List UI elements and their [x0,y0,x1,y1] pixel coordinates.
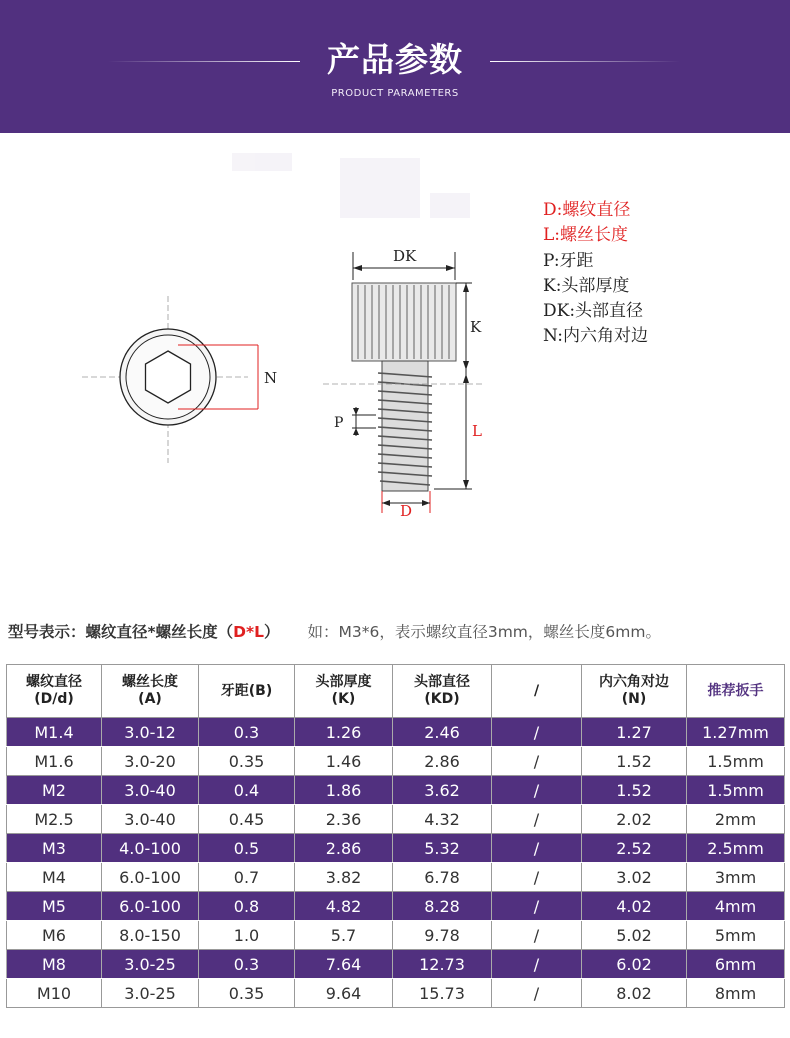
cell-thread-diameter: M2 [7,776,102,805]
cell-slash: / [492,950,582,979]
cell-thread-diameter: M2.5 [7,805,102,834]
table-header-row [7,665,785,718]
watermark [232,153,470,218]
cell-wrench: 1.27mm [687,718,785,747]
screw-side-view [323,247,482,520]
cell-wrench: 1.5mm [687,776,785,805]
cell-pitch: 0.45 [199,805,295,834]
cell-slash: / [492,776,582,805]
cell-wrench: 8mm [687,979,785,1008]
cell-slash: / [492,747,582,776]
cell-wrench: 4mm [687,892,785,921]
table-row [7,892,785,921]
model-notation-label: 型号表示：螺纹直径*螺丝长度（ [8,623,234,641]
header-hex-socket: 内六角对边 (N) [582,665,687,718]
cell-wrench: 3mm [687,863,785,892]
cell-screw-length: 3.0-40 [102,805,199,834]
cell-pitch: 0.4 [199,776,295,805]
label-d: D [400,502,413,520]
cell-slash: / [492,979,582,1008]
cell-wrench: 2mm [687,805,785,834]
cell-head-thickness: 1.46 [295,747,393,776]
cell-head-diameter: 12.73 [393,950,492,979]
header-rule-left [108,61,300,62]
cell-head-thickness: 1.86 [295,776,393,805]
table-row [7,805,785,834]
cell-slash: / [492,863,582,892]
label-k: K [470,318,482,336]
table-row [7,718,785,747]
cell-thread-diameter: M1.4 [7,718,102,747]
page-subtitle: PRODUCT PARAMETERS [331,88,459,99]
cell-thread-diameter: M8 [7,950,102,979]
head-top-view [82,296,277,463]
table-row [7,776,785,805]
cell-hex-socket: 1.27 [582,718,687,747]
cell-slash: / [492,892,582,921]
cell-head-thickness: 1.26 [295,718,393,747]
cell-screw-length: 3.0-25 [102,950,199,979]
cell-head-diameter: 3.62 [393,776,492,805]
cell-pitch: 0.3 [199,718,295,747]
cell-head-thickness: 4.82 [295,892,393,921]
cell-wrench: 2.5mm [687,834,785,863]
cell-pitch: 0.3 [199,950,295,979]
legend-item-k: K:头部厚度 [543,275,630,296]
table-row [7,834,785,863]
cell-head-diameter: 5.32 [393,834,492,863]
cell-pitch: 0.35 [199,747,295,776]
label-dk: DK [393,247,417,265]
cell-hex-socket: 5.02 [582,921,687,950]
cell-slash: / [492,921,582,950]
model-notation [8,620,790,642]
cell-screw-length: 6.0-100 [102,863,199,892]
cell-pitch: 1.0 [199,921,295,950]
cell-wrench: 6mm [687,950,785,979]
cell-head-diameter: 9.78 [393,921,492,950]
table-row [7,863,785,892]
cell-pitch: 0.35 [199,979,295,1008]
cell-head-diameter: 2.46 [393,718,492,747]
header-head-thickness: 头部厚度 (K) [295,665,393,718]
cell-screw-length: 6.0-100 [102,892,199,921]
spec-table [6,664,785,1008]
legend-item-p: P:牙距 [543,250,594,271]
label-l: L [472,422,482,440]
cell-slash: / [492,718,582,747]
table-row [7,747,785,776]
cell-hex-socket: 8.02 [582,979,687,1008]
cell-head-diameter: 4.32 [393,805,492,834]
legend-item-d: D:螺纹直径 [543,200,631,220]
cell-hex-socket: 1.52 [582,747,687,776]
cell-head-thickness: 2.36 [295,805,393,834]
cell-head-thickness: 7.64 [295,950,393,979]
header-head-diameter: 头部直径 (KD) [393,665,492,718]
cell-wrench: 5mm [687,921,785,950]
cell-hex-socket: 1.52 [582,776,687,805]
cell-screw-length: 4.0-100 [102,834,199,863]
header-banner [0,0,790,133]
header-rule-right [490,61,680,62]
cell-thread-diameter: M4 [7,863,102,892]
cell-screw-length: 3.0-20 [102,747,199,776]
cell-hex-socket: 4.02 [582,892,687,921]
table-body [7,718,785,1008]
cell-thread-diameter: M6 [7,921,102,950]
cell-slash: / [492,834,582,863]
label-p: P [334,415,344,431]
cell-head-thickness: 3.82 [295,863,393,892]
cell-pitch: 0.8 [199,892,295,921]
cell-thread-diameter: M10 [7,979,102,1008]
cell-screw-length: 3.0-25 [102,979,199,1008]
cell-thread-diameter: M1.6 [7,747,102,776]
header-thread-diameter: 螺纹直径 (D/d) [7,665,102,718]
table-row [7,950,785,979]
cell-pitch: 0.5 [199,834,295,863]
page-title: 产品参数 [327,40,463,79]
cell-wrench: 1.5mm [687,747,785,776]
cell-head-thickness: 5.7 [295,921,393,950]
cell-pitch: 0.7 [199,863,295,892]
cell-head-thickness: 2.86 [295,834,393,863]
model-notation-example: 如：M3*6，表示螺纹直径3mm，螺丝长度6mm。 [307,623,661,641]
cell-screw-length: 3.0-40 [102,776,199,805]
table-row [7,921,785,950]
cell-slash: / [492,805,582,834]
cell-head-diameter: 15.73 [393,979,492,1008]
cell-screw-length: 8.0-150 [102,921,199,950]
cell-screw-length: 3.0-12 [102,718,199,747]
cell-head-thickness: 9.64 [295,979,393,1008]
cell-hex-socket: 6.02 [582,950,687,979]
legend-item-n: N:内六角对边 [543,326,648,347]
cell-thread-diameter: M3 [7,834,102,863]
header-wrench: 推荐扳手 [687,665,785,718]
table-row [7,979,785,1008]
legend-item-l: L:螺丝长度 [543,225,629,246]
cell-thread-diameter: M5 [7,892,102,921]
cell-hex-socket: 3.02 [582,863,687,892]
header-pitch: 牙距(B) [199,665,295,718]
model-notation-formula: D*L [233,623,264,641]
label-n: N [264,369,278,387]
dimension-legend [543,198,743,350]
header-screw-length: 螺丝长度 (A) [102,665,199,718]
cell-hex-socket: 2.02 [582,805,687,834]
cell-head-diameter: 6.78 [393,863,492,892]
cell-head-diameter: 8.28 [393,892,492,921]
model-notation-close: ） [263,623,280,641]
header-slash: / [492,665,582,718]
cell-hex-socket: 2.52 [582,834,687,863]
legend-item-dk: DK:头部直径 [543,301,644,322]
cell-head-diameter: 2.86 [393,747,492,776]
